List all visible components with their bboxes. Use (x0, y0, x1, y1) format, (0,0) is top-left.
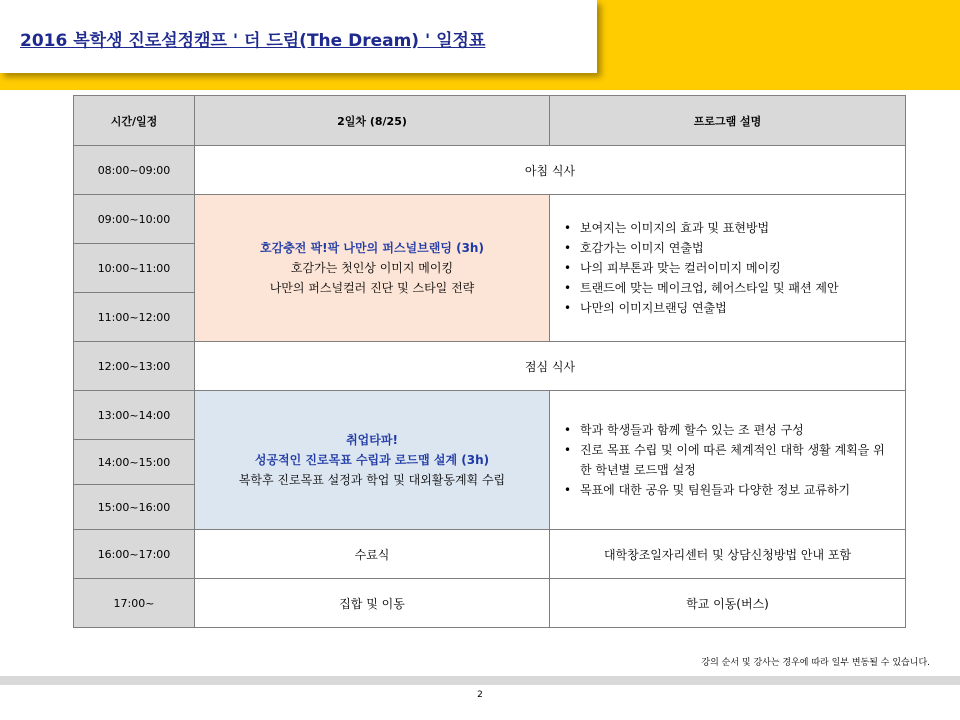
list-item: • 호감가는 이미지 연출법 (564, 238, 891, 258)
list-item: • 보여지는 이미지의 효과 및 표현방법 (564, 218, 891, 238)
footnote: 강의 순서 및 강사는 경우에 따라 일부 변동될 수 있습니다. (701, 658, 930, 668)
list-item: • 진로 목표 수립 및 이에 따른 체계적인 대학 생활 계획을 위한 학년별 로드맵 설정 (564, 440, 891, 480)
list-item: • 트랜드에 맞는 메이크업, 헤어스타일 및 패션 제안 (564, 278, 891, 298)
time-cell: 17:00~ (74, 579, 195, 628)
program-title: 성공적인 진로목표 수립과 로드맵 설계 (3h) (254, 453, 490, 467)
program-description (550, 391, 906, 530)
bullet-icon: • (564, 483, 572, 497)
page-number: 2 (477, 690, 483, 700)
header-desc: 프로그램 설명 (550, 96, 906, 146)
bottom-band (0, 676, 960, 685)
list-item: • 나의 피부톤과 맞는 컬러이미지 메이킹 (564, 258, 891, 278)
bullet-icon: • (564, 221, 572, 235)
bullet-list (564, 420, 891, 500)
description-cell: 대학창조일자리센터 및 상담신청방법 안내 포함 (550, 530, 906, 579)
program-cell: 아침 식사 (195, 146, 906, 195)
bullet-list (564, 218, 891, 318)
bullet-icon: • (564, 241, 572, 255)
program-line: 나만의 퍼스널컬러 진단 및 스타일 전략 (269, 281, 475, 295)
program-cell: 집합 및 이동 (195, 579, 550, 628)
time-cell: 13:00~14:00 (74, 391, 195, 440)
program-cell: 점심 식사 (195, 342, 906, 391)
program-title: 취업타파! (346, 433, 398, 447)
bullet-icon: • (564, 281, 572, 295)
list-item: • 목표에 대한 공유 및 팀원들과 다양한 정보 교류하기 (564, 480, 891, 500)
table-row (74, 530, 906, 579)
time-cell: 09:00~10:00 (74, 195, 195, 244)
time-cell: 10:00~11:00 (74, 244, 195, 293)
table-row (74, 146, 906, 195)
bullet-icon: • (564, 423, 572, 437)
page-title: 2016 복학생 진로설정캠프 ' 더 드림(The Dream) ' 일정표 (20, 31, 486, 51)
header-time: 시간/일정 (74, 96, 195, 146)
time-cell: 14:00~15:00 (74, 440, 195, 485)
schedule-table (73, 95, 906, 628)
time-cell: 15:00~16:00 (74, 485, 195, 530)
program-title: 호감충전 팍!팍 나만의 퍼스널브랜딩 (3h) (260, 241, 484, 255)
program-block-career (195, 391, 550, 530)
time-cell: 08:00~09:00 (74, 146, 195, 195)
table-row (74, 342, 906, 391)
program-block-branding (195, 195, 550, 342)
bullet-icon: • (564, 261, 572, 275)
time-cell: 16:00~17:00 (74, 530, 195, 579)
program-line: 호감가는 첫인상 이미지 메이킹 (290, 261, 454, 275)
title-box (0, 0, 597, 73)
table-row (74, 391, 906, 440)
program-line: 복학후 진로목표 설정과 학업 및 대외활동계획 수립 (238, 473, 506, 487)
program-cell: 수료식 (195, 530, 550, 579)
list-item: • 학과 학생들과 함께 할수 있는 조 편성 구성 (564, 420, 891, 440)
header-day: 2일차 (8/25) (195, 96, 550, 146)
table-row (74, 579, 906, 628)
bullet-icon: • (564, 443, 572, 457)
bullet-icon: • (564, 301, 572, 315)
time-cell: 11:00~12:00 (74, 293, 195, 342)
header-row (74, 96, 906, 146)
description-cell: 학교 이동(버스) (550, 579, 906, 628)
list-item: • 나만의 이미지브랜딩 연출법 (564, 298, 891, 318)
table-row (74, 195, 906, 244)
program-description (550, 195, 906, 342)
time-cell: 12:00~13:00 (74, 342, 195, 391)
